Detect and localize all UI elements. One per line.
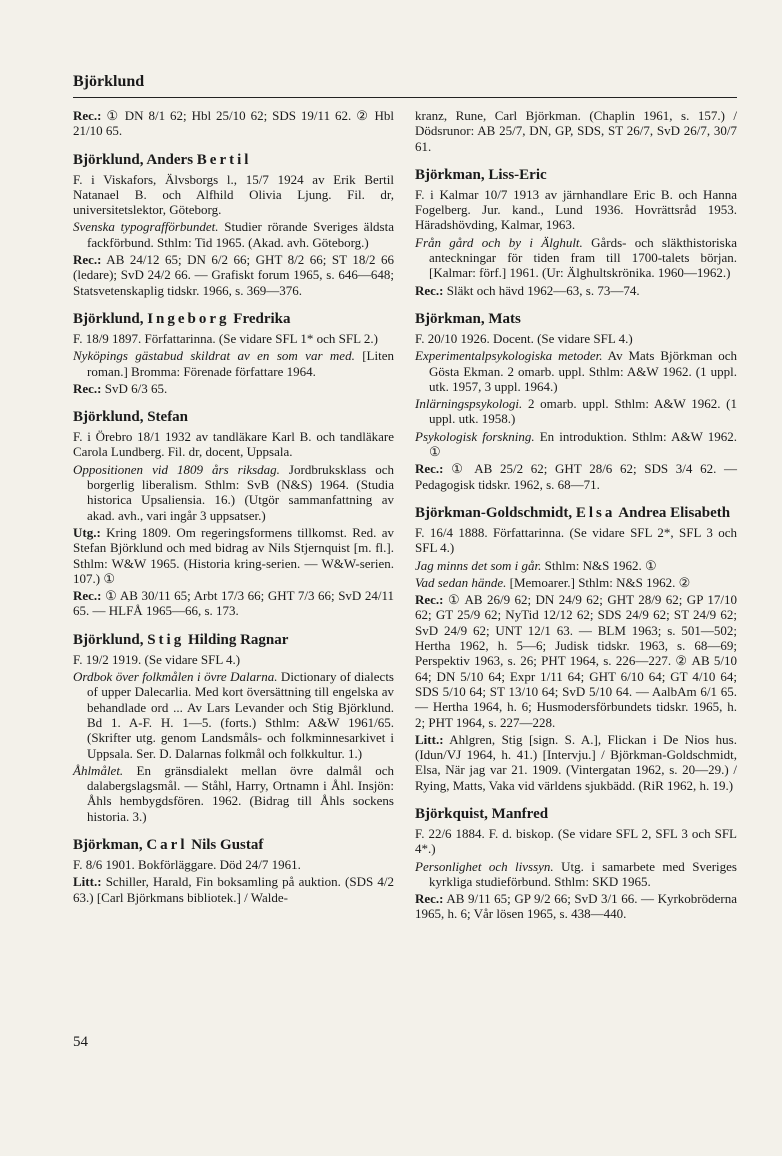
- paragraph-text: ① AB 26/9 62; DN 24/9 62; GHT 28/9 62; GP 17/10 62; GT 25/9 62; NyTid 12/12 62; SDS 24/9 62; ST 24/9 62; SvD 24/9 62; UNT 12/1 63. — BLM 1963; s. 501—502; Hertha 1962, h. 5—6; Judisk tidskr. 1963, s. 68—69; Perspektiv 1963, s. 26; PHT 1964, s. 226—227. ② AB 5/10 64; DN 5/10 64; Expr 1/11 64; GHT 6/10 64; GT 4/10 64; SDS 5/10 64; ST 13/10 64; SvD 5/10 64. — AalbAm 6/1 65. — Hertha 1964, h. 6; Husmodersförbundets tidskr. 1965, h. 2; PHT 1964, s. 227—228.: [415, 592, 737, 730]
- heading-name: Björklund,: [73, 631, 148, 648]
- bibliography-entry: [73, 408, 394, 619]
- entry-paragraph: [415, 525, 737, 556]
- entry-paragraph: [73, 874, 394, 905]
- paragraph-label: Litt.:: [73, 874, 102, 890]
- entry-paragraph: [415, 859, 737, 890]
- entry-paragraph: [73, 172, 394, 218]
- entry-paragraph: [73, 348, 394, 379]
- paragraph-text: F. 20/10 1926. Docent. (Se vidare SFL 4.): [415, 330, 633, 346]
- entry-paragraph: [415, 891, 737, 922]
- heading-name: Björkman,: [73, 836, 147, 853]
- paragraph-text: F. i Örebro 18/1 1932 av tandläkare Karl B. och tandläkare Carola Lundberg. Fil. dr, docent, Uppsala.: [73, 429, 394, 460]
- work-title: Psykologisk forskning.: [415, 428, 535, 444]
- bibliography-entry: [415, 805, 737, 922]
- entry-heading: [415, 310, 737, 328]
- bibliography-entry: [73, 631, 394, 824]
- paragraph-text: 2 omarb. uppl. Sthlm: A&W 1962. (1 uppl. utk. 1958.): [429, 396, 737, 427]
- work-title: Jag minns det som i går.: [415, 557, 542, 573]
- entry-heading: [73, 631, 394, 649]
- paragraph-label: Litt.:: [415, 731, 444, 747]
- entry-paragraph: [73, 763, 394, 824]
- entry-paragraph: [415, 826, 737, 857]
- entry-paragraph: [73, 219, 394, 250]
- entry-paragraph: [415, 108, 737, 154]
- bibliography-entry: [73, 151, 394, 298]
- entry-heading: [73, 151, 394, 169]
- work-title: Nyköpings gästabud skildrat av en som var med.: [73, 348, 355, 364]
- entry-paragraph: [73, 669, 394, 761]
- paragraph-text: Ahlgren, Stig [sign. S. A.], Flickan i De Nios hus. (Idun/VJ 1964, h. 41.) [Intervju.] / Björkman-Goldschmidt, Elsa, När jag var 21. 1909. (Vintergatan 1962, s. 20—29.) / Rying, Matts, Vaka vid världens sjukbädd. (RiR 1962, h. 19.): [415, 731, 737, 793]
- paragraph-text: F. 8/6 1901. Bokförläggare. Död 24/7 1961.: [73, 856, 301, 872]
- entry-paragraph: [73, 857, 394, 872]
- paragraph-label: Rec.:: [415, 461, 444, 477]
- page-number: 54: [73, 1034, 88, 1050]
- bibliography-entry: [73, 310, 394, 396]
- paragraph-label: Rec.:: [415, 891, 444, 907]
- entry-paragraph: [415, 461, 737, 492]
- heading-name: Björkman-Goldschmidt,: [415, 504, 576, 521]
- paragraph-text: F. 18/9 1897. Författarinna. (Se vidare SFL 1* och SFL 2.): [73, 330, 378, 346]
- paragraph-text: Sthlm: N&S 1962. ①: [541, 557, 657, 573]
- heading-rest: Nils Gustaf: [187, 836, 264, 853]
- entry-paragraph: [73, 429, 394, 460]
- entry-paragraph: [73, 331, 394, 346]
- heading-given-name: Ingeborg: [147, 310, 230, 327]
- paragraph-text: SvD 6/3 65.: [101, 380, 168, 396]
- bibliography-entry: [73, 108, 394, 139]
- paragraph-text: Gårds- och släkthistoriska anteckningar för tiden fram till 1700-talets början. [Kalmar: förf.] 1961. (Ur: Älghultskrönika. 1960—1962.): [429, 234, 737, 281]
- entry-heading: [73, 408, 394, 426]
- heading-given-name: Carl: [146, 836, 188, 853]
- paragraph-text: [Liten roman.] Bromma: Förenade författare 1964.: [87, 348, 394, 379]
- entry-paragraph: [415, 235, 737, 281]
- heading-rest: Fredrika: [229, 310, 291, 327]
- entry-paragraph: [415, 187, 737, 233]
- paragraph-text: F. 16/4 1888. Författarinna. (Se vidare SFL 2*, SFL 3 och SFL 4.): [415, 524, 737, 556]
- paragraph-label: Rec.:: [73, 252, 102, 268]
- entry-paragraph: [415, 592, 737, 730]
- entry-paragraph: [415, 429, 737, 460]
- paragraph-text: ① AB 25/2 62; GHT 28/6 62; SDS 3/4 62. — Pedagogisk tidskr. 1962, s. 68—71.: [415, 461, 737, 492]
- paragraph-text: F. i Kalmar 10/7 1913 av järnhandlare Eric B. och Hanna Fogelberg. Jur. kand., Lund 1936. Hovrättsråd 1953. Häradshövding, Kalmar, 1963.: [415, 186, 737, 233]
- paragraph-label: Rec.:: [415, 282, 444, 298]
- entry-paragraph: [415, 283, 737, 298]
- entry-paragraph: [73, 652, 394, 667]
- entry-heading: [415, 504, 737, 522]
- paragraph-label: Utg.:: [73, 524, 101, 540]
- entry-paragraph: [415, 331, 737, 346]
- entry-paragraph: [73, 588, 394, 619]
- heading-name: Björklund,: [73, 310, 148, 327]
- bibliography-entry: [415, 108, 737, 154]
- work-title: Inlärningspsykologi.: [415, 396, 523, 412]
- work-title: Åhlmålet.: [73, 762, 124, 778]
- heading-name: Björkman, Liss-Eric: [415, 166, 547, 183]
- entry-paragraph: [415, 575, 737, 590]
- bibliography-entry: [415, 310, 737, 492]
- paragraph-label: Rec.:: [73, 588, 102, 604]
- heading-name: Björkman, Mats: [415, 310, 521, 327]
- paragraph-text: Schiller, Harald, Fin boksamling på auktion. (SDS 4/2 63.) [Carl Björkmans bibliotek.] / Walde-: [73, 874, 394, 905]
- heading-given-name: Bertil: [196, 151, 252, 168]
- paragraph-text: En introduktion. Sthlm: A&W 1962. ①: [429, 428, 737, 460]
- paragraph-label: Rec.:: [73, 108, 102, 123]
- entry-heading: [415, 805, 737, 823]
- bibliography-entry: [415, 166, 737, 298]
- paragraph-text: Utg. i samarbete med Sveriges kyrkliga studieförbund. Sthlm: SKD 1965.: [429, 858, 737, 889]
- paragraph-text: F. 22/6 1884. F. d. biskop. (Se vidare SFL 2, SFL 3 och SFL 4*.): [415, 825, 737, 857]
- paragraph-text: F. 19/2 1919. (Se vidare SFL 4.): [73, 651, 241, 667]
- right-column: [415, 108, 737, 932]
- entry-paragraph: [415, 732, 737, 793]
- heading-given-name: Elsa: [575, 504, 616, 521]
- paragraph-text: F. i Viskafors, Älvsborgs l., 15/7 1924 av Erik Bertil Natanael B. och Alfhild Olivia Ljung. Fil. dr, universitetslektor, Göteborg.: [73, 171, 394, 218]
- bibliography-entry: [415, 504, 737, 793]
- work-title: Personlighet och livssyn.: [415, 858, 554, 874]
- paragraph-text: [Memoarer.] Sthlm: N&S 1962. ②: [506, 574, 691, 590]
- heading-name: Björkquist, Manfred: [415, 805, 549, 822]
- paragraph-text: En gränsdialekt mellan övre dalmål och dalabergslagsmål. — Ståhl, Harry, Ortnamn i Åhl. Insjön: Åhls hembygdsfören. 1962. (Bidrag till Åhls sockens historia. 3.): [87, 762, 394, 824]
- paragraph-text: kranz, Rune, Carl Björkman. (Chaplin 1961, s. 157.) / Dödsrunor: AB 25/7, DN, GP, SDS, ST 26/7, SvD 26/7, 30/7 61.: [415, 108, 737, 154]
- paragraph-text: ① AB 30/11 65; Arbt 17/3 66; GHT 7/3 66; SvD 24/11 65. — HLFÅ 1965—66, s. 173.: [73, 588, 394, 619]
- entry-paragraph: [73, 381, 394, 396]
- heading-name: Björklund, Stefan: [73, 409, 189, 426]
- work-title: Experimentalpsykologiska metoder.: [415, 348, 603, 364]
- paragraph-text: AB 24/12 65; DN 6/2 66; GHT 8/2 66; ST 18/2 66 (ledare); SvD 24/2 66. — Grafiskt forum 1965, s. 646—648; Statsvetenskaplig tidskr. 1966, s. 369—376.: [73, 252, 394, 298]
- paragraph-text: Kring 1809. Om regeringsformens tillkomst. Red. av Stefan Björklund och med bidrag av Nils Stjernquist [m. fl.]. Sthlm: W&W 1965. (Historia kring-serien. — W&W-serien. 107.) ①: [73, 524, 394, 586]
- work-title: Oppositionen vid 1809 års riksdag.: [73, 461, 280, 477]
- entry-paragraph: [73, 525, 394, 586]
- work-title: Vad sedan hände.: [415, 574, 507, 590]
- paragraph-text: Av Mats Björkman och Gösta Ekman. 2 omarb. uppl. Sthlm: A&W 1962. (1 uppl. utk. 1957, 3 uppl. 1964.): [429, 348, 737, 394]
- paragraph-text: Släkt och hävd 1962—63, s. 73—74.: [443, 282, 640, 298]
- paragraph-text: AB 9/11 65; GP 9/2 66; SvD 3/1 66. — Kyrkobröderna 1965, h. 6; Vår lösen 1965, s. 438—440.: [415, 891, 737, 922]
- paragraph-text: ① DN 8/1 62; Hbl 25/10 62; SDS 19/11 62. ② Hbl 21/10 65.: [73, 108, 394, 139]
- entry-heading: [73, 310, 394, 328]
- work-title: Svenska typografförbundet.: [73, 219, 219, 235]
- entry-paragraph: [73, 252, 394, 298]
- entry-paragraph: [73, 108, 394, 139]
- paragraph-text: Dictionary of dialects of upper Dalecarlia. Med kort översättning till engelska av behandlade ord ... Av Lars Levander och Stig Björklund. Bd 1. A-F. H. 1—5. (forts.) Sthlm: A&W 1961/65. (Skrifter utg. genom Landsmåls- och folkminnesarkivet i Uppsala. Ser. D. Dalarnas folkmål och folkkultur. 1.): [87, 669, 394, 761]
- paragraph-text: Studier rörande Sveriges äldsta fackförbund. Sthlm: Tid 1965. (Akad. avh. Göteborg.): [87, 219, 394, 250]
- paragraph-text: Jordbruksklass och borgerlig liberalism. Sthlm: SvB (N&S) 1964. (Studia historica Upsaliensia. 16.) (Utgör sammanfattning av akad. avh., vari ingår 3 uppsatser.): [87, 461, 394, 523]
- heading-rest: Andrea Elisabeth: [615, 504, 731, 521]
- bibliography-entry: [73, 836, 394, 905]
- running-head: Björklund: [73, 73, 145, 90]
- entry-paragraph: [415, 348, 737, 394]
- heading-rest: Hilding Ragnar: [184, 631, 289, 648]
- work-title: Ordbok över folkmålen i övre Dalarna.: [73, 669, 278, 685]
- header-rule: [73, 97, 737, 98]
- entry-heading: [73, 836, 394, 854]
- work-title: Från gård och by i Älghult.: [415, 234, 583, 250]
- heading-given-name: Stig: [147, 631, 185, 648]
- left-column: [73, 108, 394, 915]
- entry-paragraph: [415, 396, 737, 427]
- entry-heading: [415, 166, 737, 184]
- entry-paragraph: [73, 462, 394, 523]
- entry-paragraph: [415, 558, 737, 573]
- heading-name: Björklund, Anders: [73, 151, 197, 168]
- paragraph-label: Rec.:: [73, 380, 102, 396]
- paragraph-label: Rec.:: [415, 592, 444, 608]
